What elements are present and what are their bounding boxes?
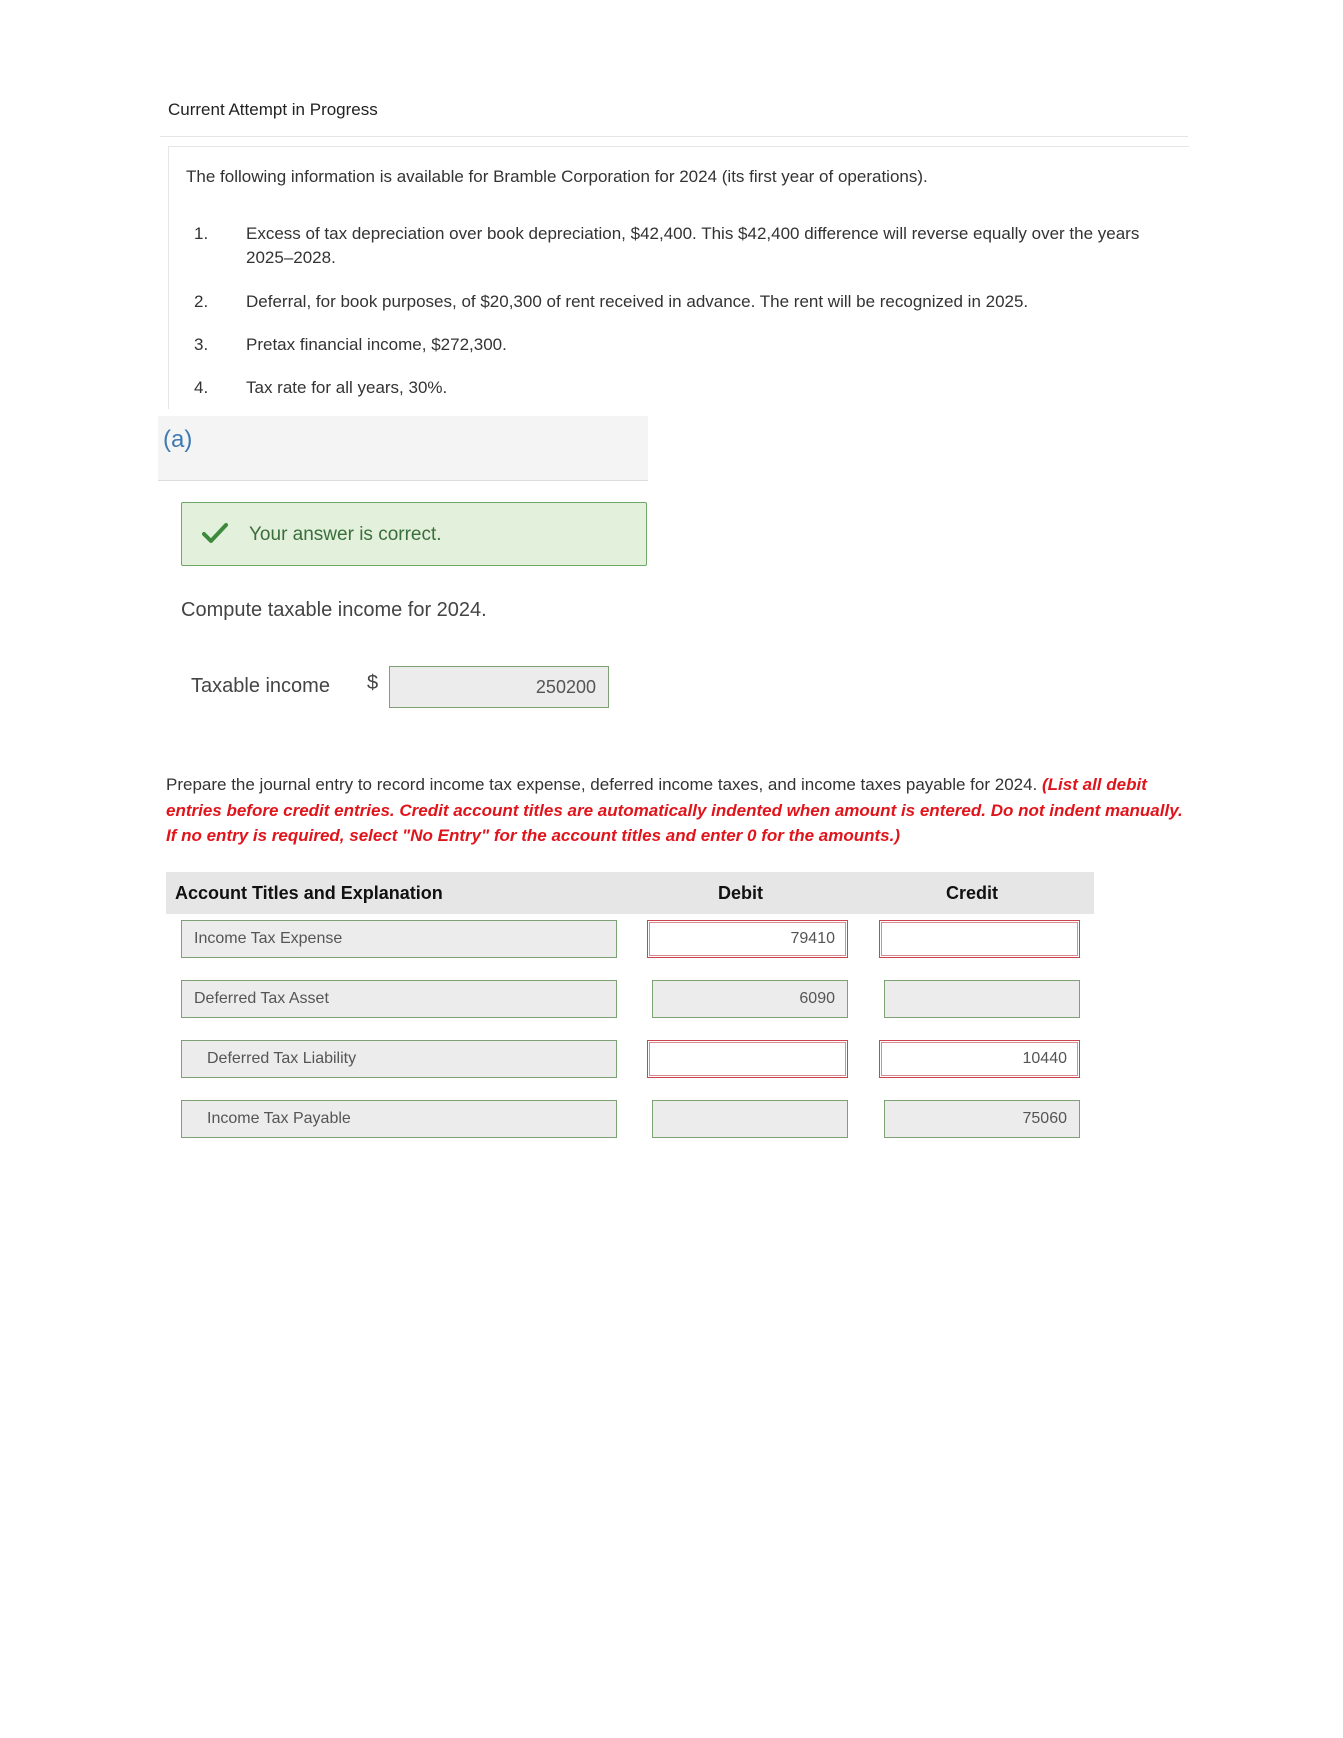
question-text: Compute taxable income for 2024.	[181, 599, 487, 621]
list-item-text: Tax rate for all years, 30%.	[246, 378, 448, 397]
debit-input[interactable]: 79410	[647, 920, 848, 958]
account-title-select[interactable]: Deferred Tax Liability	[181, 1040, 617, 1078]
list-item-text: Deferral, for book purposes, of $20,300 of rent received in advance. The rent will be recognized in 2025.	[246, 292, 1029, 311]
divider	[160, 136, 1188, 137]
part-label[interactable]: (a)	[163, 426, 193, 453]
taxable-income-input[interactable]: 250200	[389, 666, 609, 708]
problem-intro: The following information is available for Bramble Corporation for 2024 (its first year of operations).	[186, 167, 928, 186]
instruction-note: (List all debit entries before credit entries. Credit account titles are automatically indented when amount is entered. Do not indent manually. If no entry is required, select "No Entry" for the account titles and enter 0 for the amounts.)	[166, 775, 1183, 845]
account-title-select[interactable]: Deferred Tax Asset	[181, 980, 617, 1018]
account-column-header: Account Titles and Explanation	[175, 883, 443, 903]
credit-input[interactable]: 75060	[884, 1100, 1080, 1138]
list-item-number: 1.	[194, 224, 209, 243]
attempt-title: Current Attempt in Progress	[168, 100, 378, 119]
part-header-band	[158, 416, 648, 481]
list-item-text: Pretax financial income, $272,300.	[246, 335, 507, 354]
account-title-select[interactable]: Income Tax Expense	[181, 920, 617, 958]
checkmark-icon	[202, 522, 228, 544]
debit-input[interactable]: 6090	[652, 980, 848, 1018]
debit-column-header: Debit	[718, 883, 763, 903]
debit-input[interactable]	[647, 1040, 848, 1078]
credit-input[interactable]	[884, 980, 1080, 1018]
credit-column-header: Credit	[946, 883, 999, 903]
currency-symbol: $	[367, 672, 379, 694]
account-title-select[interactable]: Income Tax Payable	[181, 1100, 617, 1138]
correct-feedback-text: Your answer is correct.	[249, 524, 442, 545]
credit-input[interactable]: 10440	[879, 1040, 1080, 1078]
list-item-number: 3.	[194, 335, 209, 354]
list-item-number: 2.	[194, 292, 209, 311]
journal-instructions	[166, 772, 1196, 849]
list-item-number: 4.	[194, 378, 209, 397]
list-item-text: Excess of tax depreciation over book depreciation, $42,400. This $42,400 difference will reverse equally over the years 2025–2028.	[246, 224, 1140, 267]
debit-input[interactable]	[652, 1100, 848, 1138]
instruction-text: Prepare the journal entry to record income tax expense, deferred income taxes, and income taxes payable for 2024.	[166, 775, 1038, 794]
taxable-income-label: Taxable income	[191, 675, 330, 697]
credit-input[interactable]	[879, 920, 1080, 958]
